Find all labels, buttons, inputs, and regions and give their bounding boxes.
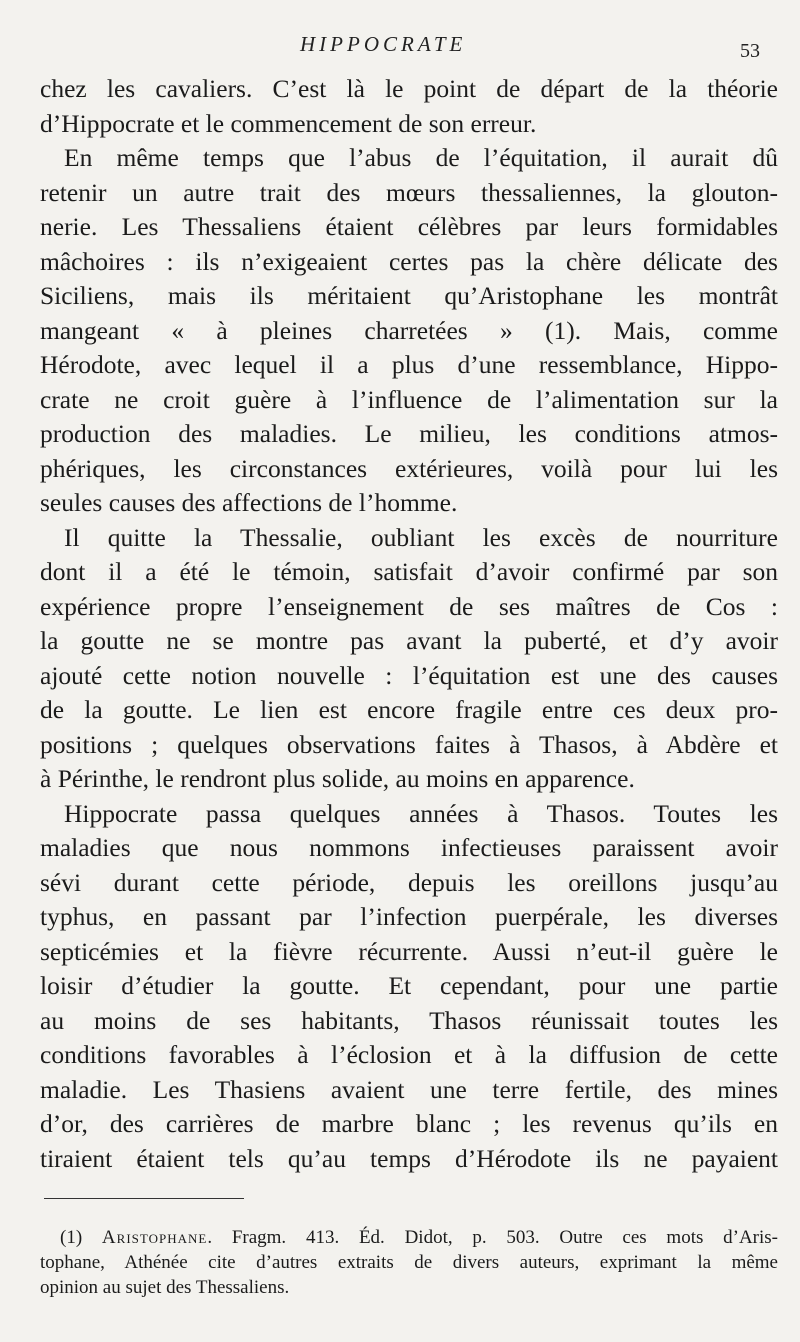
page-number: 53 [740,40,760,62]
text-line: d’or, des carrières de marbre blanc ; les revenus qu’ils en [40,1109,778,1138]
text-line: retenir un autre trait des mœurs thessaliennes, la glouton- [40,177,778,207]
text-line: mangeant « à pleines charretées » (1). Mais, comme [40,315,778,345]
text-line: En même temps que l’abus de l’équitation, il aurait dû [64,143,778,172]
text-line: expérience propre l’enseignement de ses maîtres de Cos : [40,591,778,621]
text-line: maladies que nous nommons infectieuses paraissent avoir [40,833,778,862]
text-line: mâchoires : ils n’exigeaient certes pas la chère délicate des [40,246,778,276]
text-line: Hérodote, avec lequel il a plus d’une ressemblance, Hippo- [40,350,778,379]
footnote-author: Aristophane [101,1227,208,1248]
running-title: HIPPOCRATE [300,32,467,56]
text-line: positions ; quelques observations faites à Thasos, à Abdère et [40,729,778,759]
footnote-rule [44,1198,244,1199]
text-line: à Périnthe, le rendront plus solide, au moins en apparence. [40,764,635,793]
text-line: production des maladies. Le milieu, les conditions atmos- [40,419,778,448]
text-line: Hippocrate passa quelques années à Thasos. Toutes les [64,798,778,828]
text-line: dont il a été le témoin, satisfait d’avoir confirmé par son [40,557,778,586]
running-head [0,32,800,62]
text-line: la goutte ne se montre pas avant la puberté, et d’y avoir [40,626,778,655]
footnote-marker: (1) [60,1227,83,1248]
text-line: phériques, les circonstances extérieures, voilà pour lui les [40,453,778,483]
footnote [40,1225,778,1300]
text-line: tiraient étaient tels qu’au temps d’Hérodote ils ne payaient [40,1143,778,1173]
text-line: Siciliens, mais ils méritaient qu’Aristophane les montrât [40,281,778,310]
text-line: ajouté cette notion nouvelle : l’équitation est une des causes [40,660,778,690]
text-line: maladie. Les Thasiens avaient une terre fertile, des mines [40,1074,778,1104]
footnote-line: opinion au sujet des Thessaliens. [40,1277,290,1298]
text-line: crate ne croit guère à l’influence de l’alimentation sur la [40,384,778,414]
text-line: nerie. Les Thessaliens étaient célèbres par leurs formidables [40,212,778,241]
text-line: seules causes des affections de l’homme. [40,488,458,517]
text-line: d’Hippocrate et le commencement de son erreur. [40,108,537,138]
text-line: au moins de ses habitants, Thasos réunissait toutes les [40,1005,778,1035]
text-line: Il quitte la Thessalie, oubliant les excès de nourriture [64,522,778,552]
text-line: chez les cavaliers. C’est là le point de départ de la théorie [40,74,778,103]
footnote-citation: . Fragm. 413. Éd. Didot, p. 503. Outre ces mots d’Aris- [207,1227,778,1248]
footnote-line [40,1225,778,1250]
body-text [40,72,778,1176]
text-line: sévi durant cette période, depuis les oreillons jusqu’au [40,867,778,897]
text-line: de la goutte. Le lien est encore fragile entre ces deux pro- [40,695,778,724]
text-line: typhus, en passant par l’infection puerpérale, les diverses [40,902,778,931]
text-line: loisir d’étudier la goutte. Et cependant, pour une partie [40,971,778,1000]
text-line: septicémies et la fièvre récurrente. Aussi n’eut-il guère le [40,936,778,966]
footnote-line: tophane, Athénée cite d’autres extraits de divers auteurs, exprimant la même [40,1252,778,1273]
text-line: conditions favorables à l’éclosion et à la diffusion de cette [40,1040,778,1069]
